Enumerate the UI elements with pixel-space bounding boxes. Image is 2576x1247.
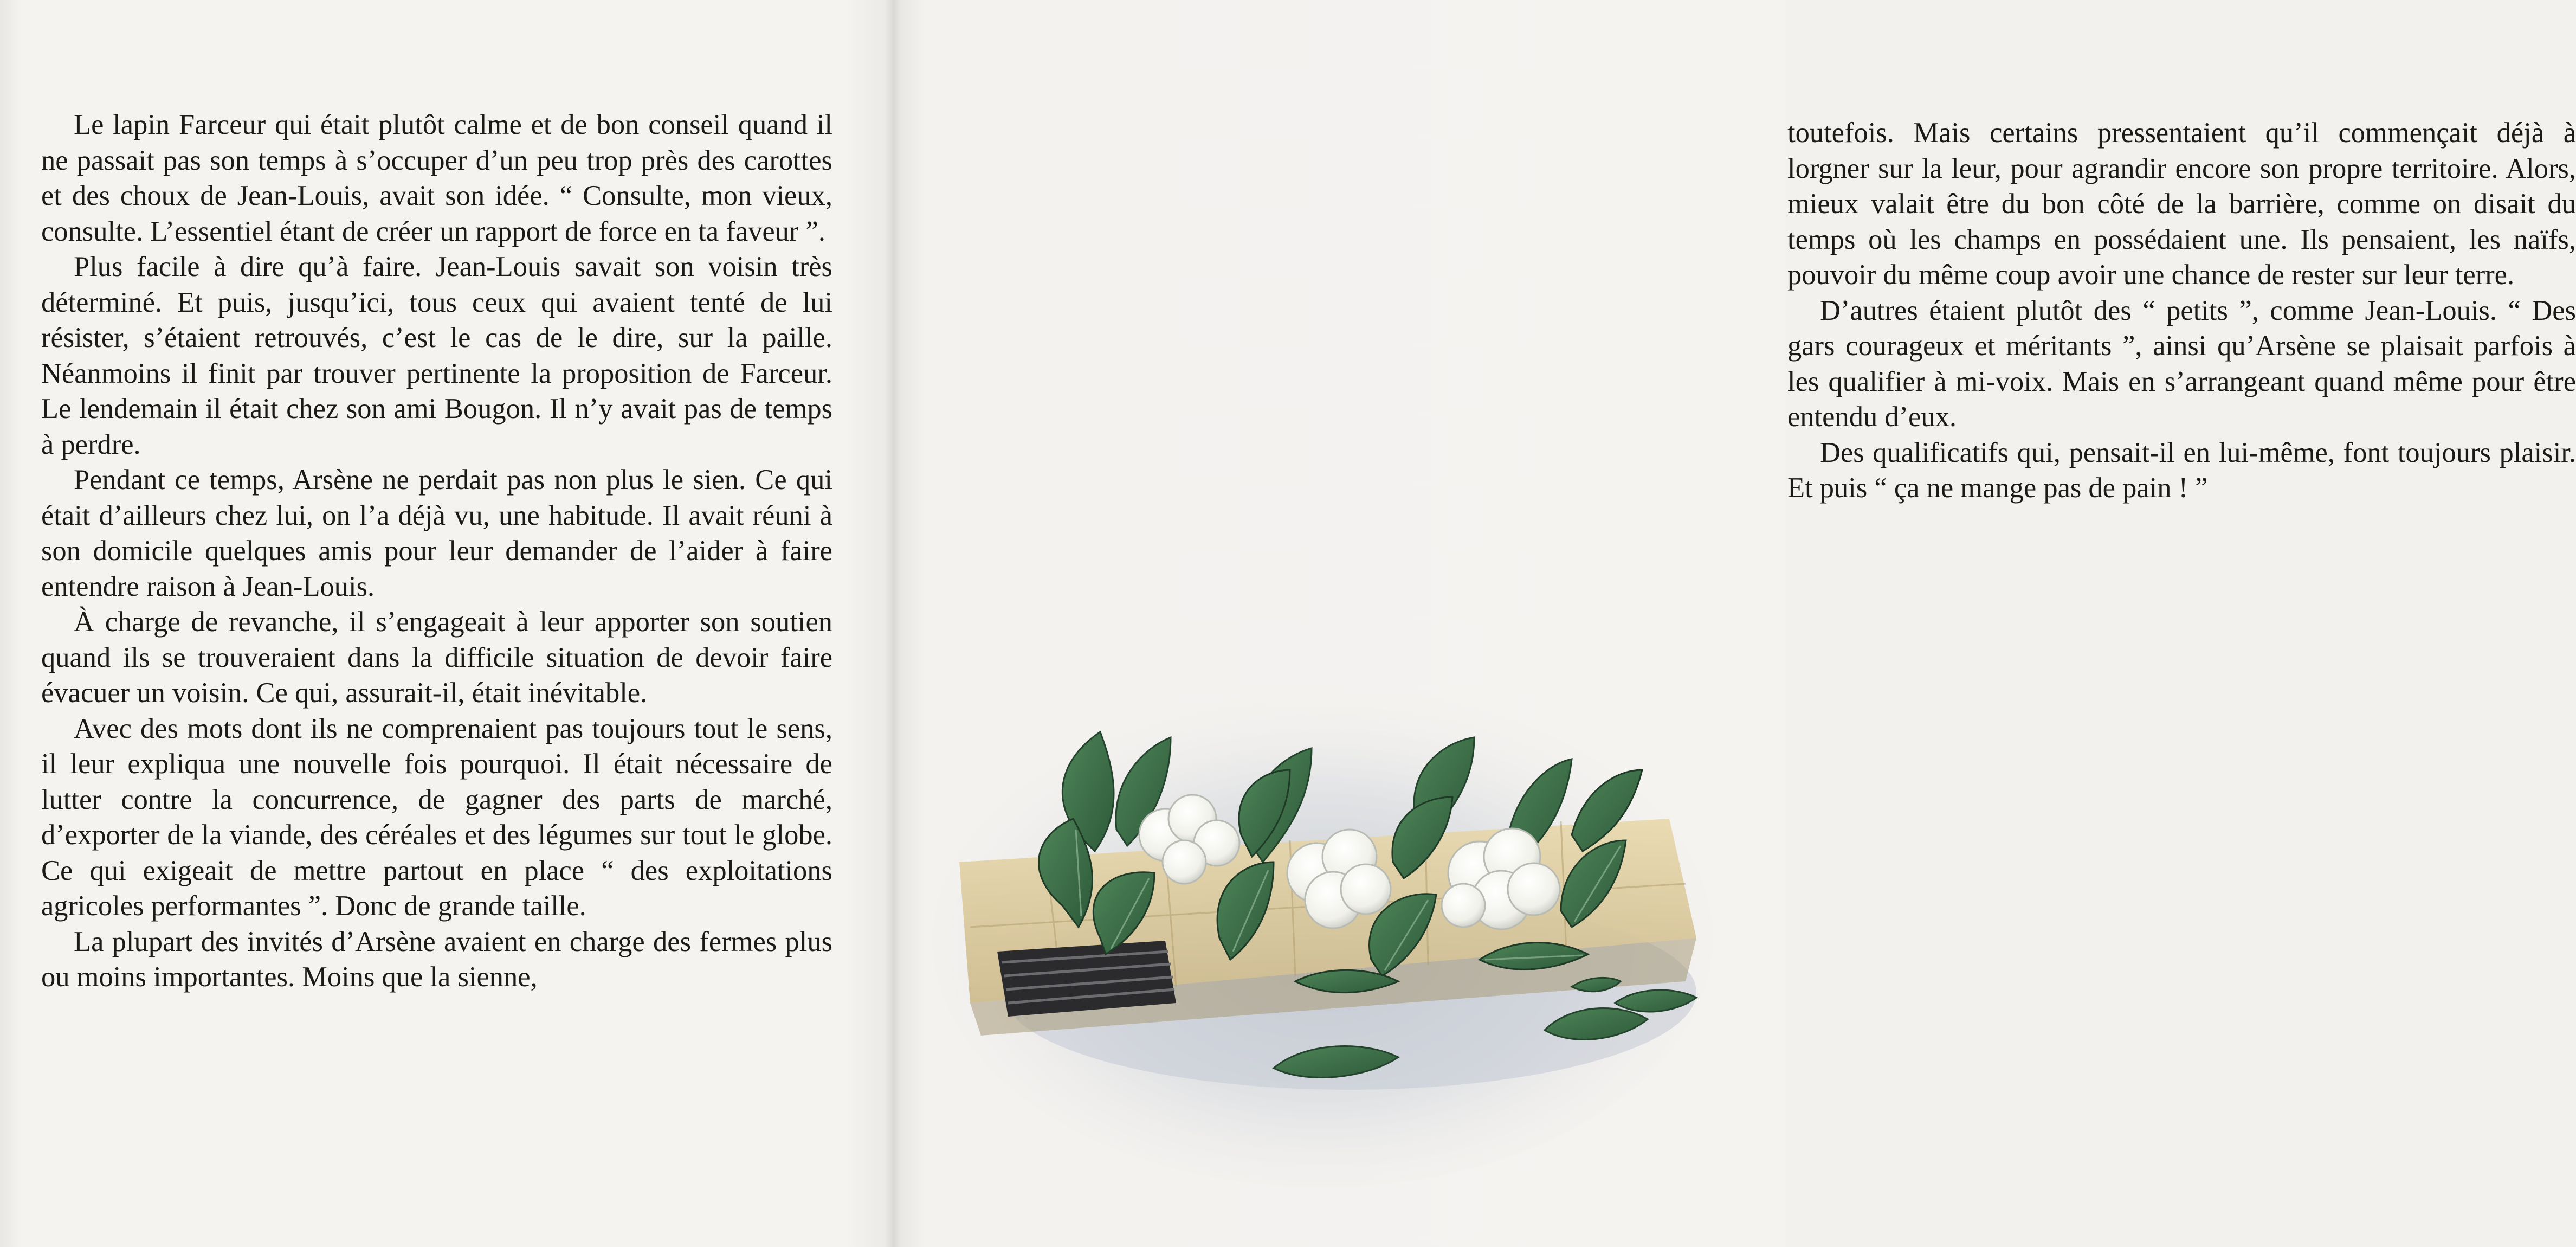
right-page-text (1787, 115, 2576, 506)
paragraph: Le lapin Farceur qui était plutôt calme et de bon conseil quand il ne passait pas son temps à s’occuper d’un peu trop près des carottes et des choux de Jean-Louis, avait son idée. “ Consulte, mon vieux, consulte. L’essentiel étant de créer un rapport de force en ta faveur ”. (41, 109, 832, 247)
paragraph: Avec des mots dont ils ne comprenaient pas toujours tout le sens, il leur expliqua une nouvelle fois pourquoi. Il était nécessaire de lutter contre la concurrence, de gagner des parts de marché, d’exporter de la viande, des céréales et des légumes sur tout le globe. Ce qui exigeait de mettre partout en place “ des exploitations agricoles performantes ”. Donc de grande taille. (41, 712, 832, 922)
paragraph: toutefois. Mais certains pressentaient qu’il commençait déjà à lorgner sur la leur, pour agrandir encore son propre territoire. Alors, mieux valait être du bon côté de la barrière, comme on disait du temps où les champs en possédaient une. Ils pensaient, les naïfs, pouvoir du même coup avoir une chance de rester sur leur terre. (1787, 117, 2576, 291)
cauliflower-illustration-icon (938, 656, 1707, 1187)
paragraph: Pendant ce temps, Arsène ne perdait pas non plus le sien. Ce qui était d’ailleurs chez lui, on l’a déjà vu, une habitude. Il avait réuni à son domicile quelques amis pour leur demander de l’aider à faire entendre raison à Jean-Louis. (41, 464, 832, 602)
paragraph: À charge de revanche, il s’engageait à leur apporter son soutien quand ils se trouveraient dans la difficile situation de devoir faire évacuer un voisin. Ce qui, assurait-il, était inévitable. (41, 606, 832, 709)
book-gutter (885, 0, 901, 1247)
left-page (0, 0, 893, 1247)
paragraph: Plus facile à dire qu’à faire. Jean-Louis savait son voisin très déterminé. Et puis, jusqu’ici, tous ceux qui avaient tenté de lui résister, s’étaient retrouvés, c’est le cas de le dire, sur la paille. Néanmoins il finit par trouver pertinente la proposition de Farceur. Le lendemain il était chez son ami Bougon. Il n’y avait pas de temps à perdre. (41, 251, 832, 460)
paragraph: D’autres étaient plutôt des “ petits ”, comme Jean-Louis. “ Des gars courageux et méritants ”, ainsi qu’Arsène se plaisait parfois à les qualifier à mi-voix. Mais en s’arrangeant quand même pour être entendu d’eux. (1787, 294, 2576, 433)
cauliflower-illustration (938, 656, 1707, 1187)
paragraph: Des qualificatifs qui, pensait-il en lui-même, font toujours plaisir. Et puis “ ça ne mange pas de pain ! ” (1787, 436, 2576, 504)
left-page-text (41, 107, 832, 995)
paragraph: La plupart des invités d’Arsène avaient en charge des fermes plus ou moins importantes. Moins que la sienne, (41, 925, 832, 993)
